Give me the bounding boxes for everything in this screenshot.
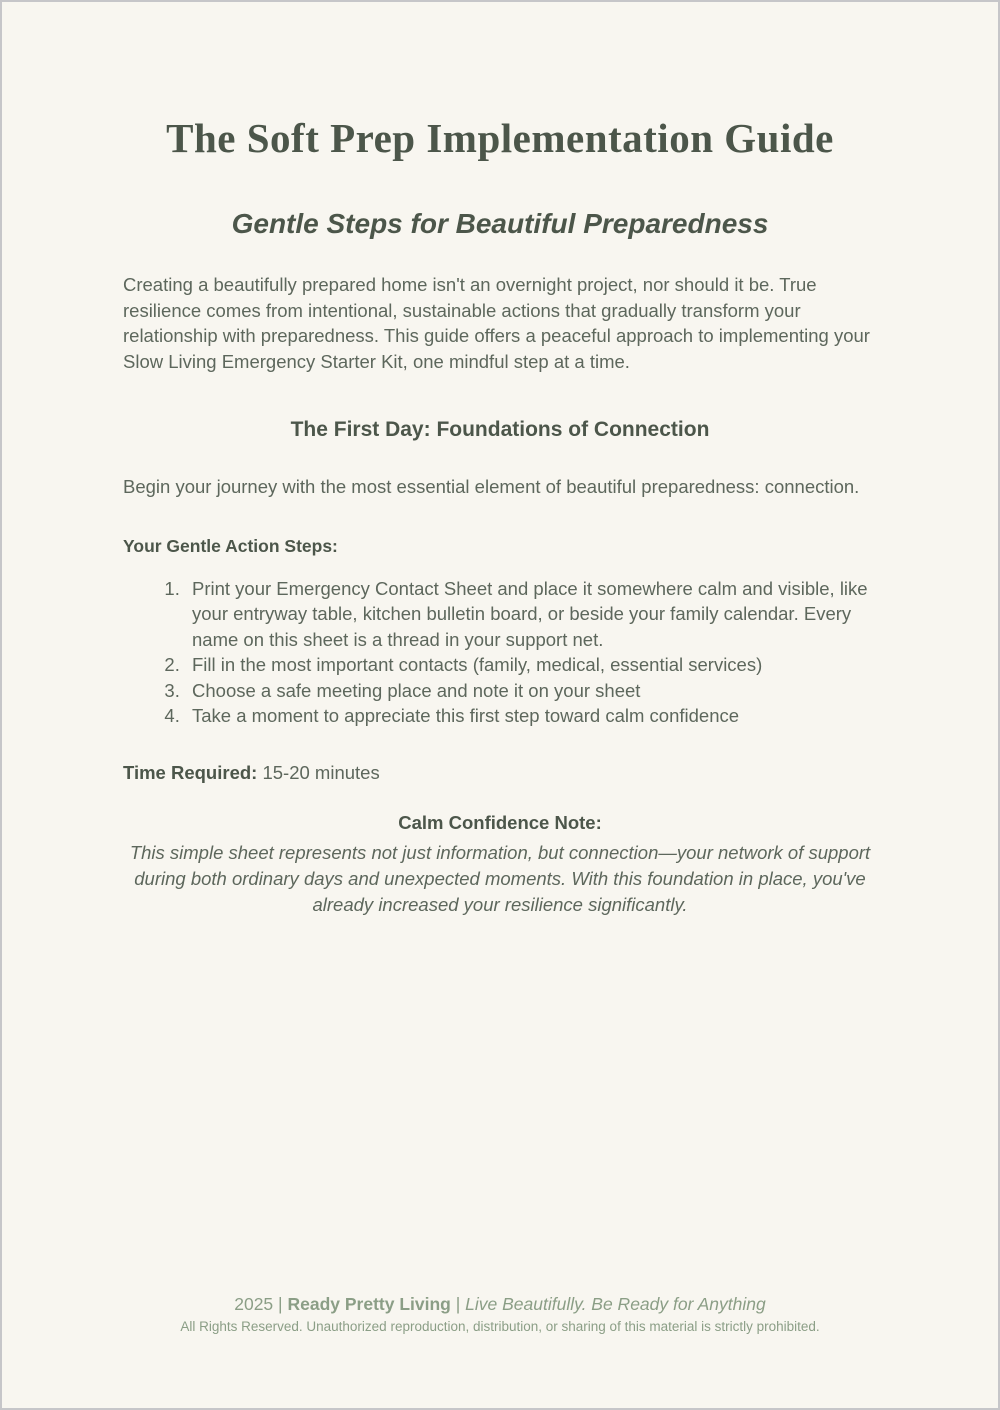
page-subtitle: Gentle Steps for Beautiful Preparedness — [231, 208, 769, 239]
page-title: The Soft Prep Implementation Guide — [166, 115, 834, 161]
section-lead-paragraph: Begin your journey with the most essential element of beautiful preparedness: connection. — [123, 476, 860, 497]
footer-separator: | — [278, 1294, 283, 1314]
action-steps-list — [123, 576, 877, 729]
time-required-label: Time Required: — [123, 761, 258, 783]
footer-brand: Ready Pretty Living — [287, 1294, 451, 1314]
footer-year: 2025 — [234, 1294, 274, 1314]
note-body: This simple sheet represents not just information, but connection—your network of support during both ordinary days and unexpected moments. With this foundation in place, you've already increased your resilience significantly. — [129, 842, 871, 915]
footer-rights-line: All Rights Reserved. Unauthorized reproduction, distribution, or sharing of this material is strictly prohibited. — [180, 1319, 820, 1334]
action-step-item: 2. Fill in the most important contacts (family, medical, essential services) — [185, 652, 877, 678]
action-step-item: 4. Take a moment to appreciate this first step toward calm confidence — [185, 703, 877, 729]
intro-paragraph: Creating a beautifully prepared home isn't an overnight project, nor should it be. True resilience comes from intentional, sustainable actions that gradually transform your relationship with preparedness. This guide offers a peaceful approach to implementing your Slow Living Emergency Starter Kit, one mindful step at a time. — [123, 274, 870, 372]
action-step-item: 1. Print your Emergency Contact Sheet and place it somewhere calm and visible, like your entryway table, kitchen bulletin board, or beside your family calendar. Every name on this sheet is a thread in your support net. — [185, 576, 877, 653]
footer-brand-line — [2, 1293, 998, 1315]
action-steps-label: Your Gentle Action Steps: — [123, 535, 338, 556]
section-heading: The First Day: Foundations of Connection — [290, 418, 710, 441]
footer-separator: | — [455, 1294, 461, 1314]
footer-tagline: Live Beautifully. Be Ready for Anything — [465, 1294, 766, 1314]
time-required-line — [123, 760, 877, 786]
action-step-item: 3. Choose a safe meeting place and note it on your sheet — [185, 678, 877, 704]
time-required-value: 15-20 minutes — [262, 761, 380, 783]
note-heading: Calm Confidence Note: — [398, 812, 602, 833]
page-footer — [2, 1293, 998, 1408]
document-content — [123, 2, 877, 918]
